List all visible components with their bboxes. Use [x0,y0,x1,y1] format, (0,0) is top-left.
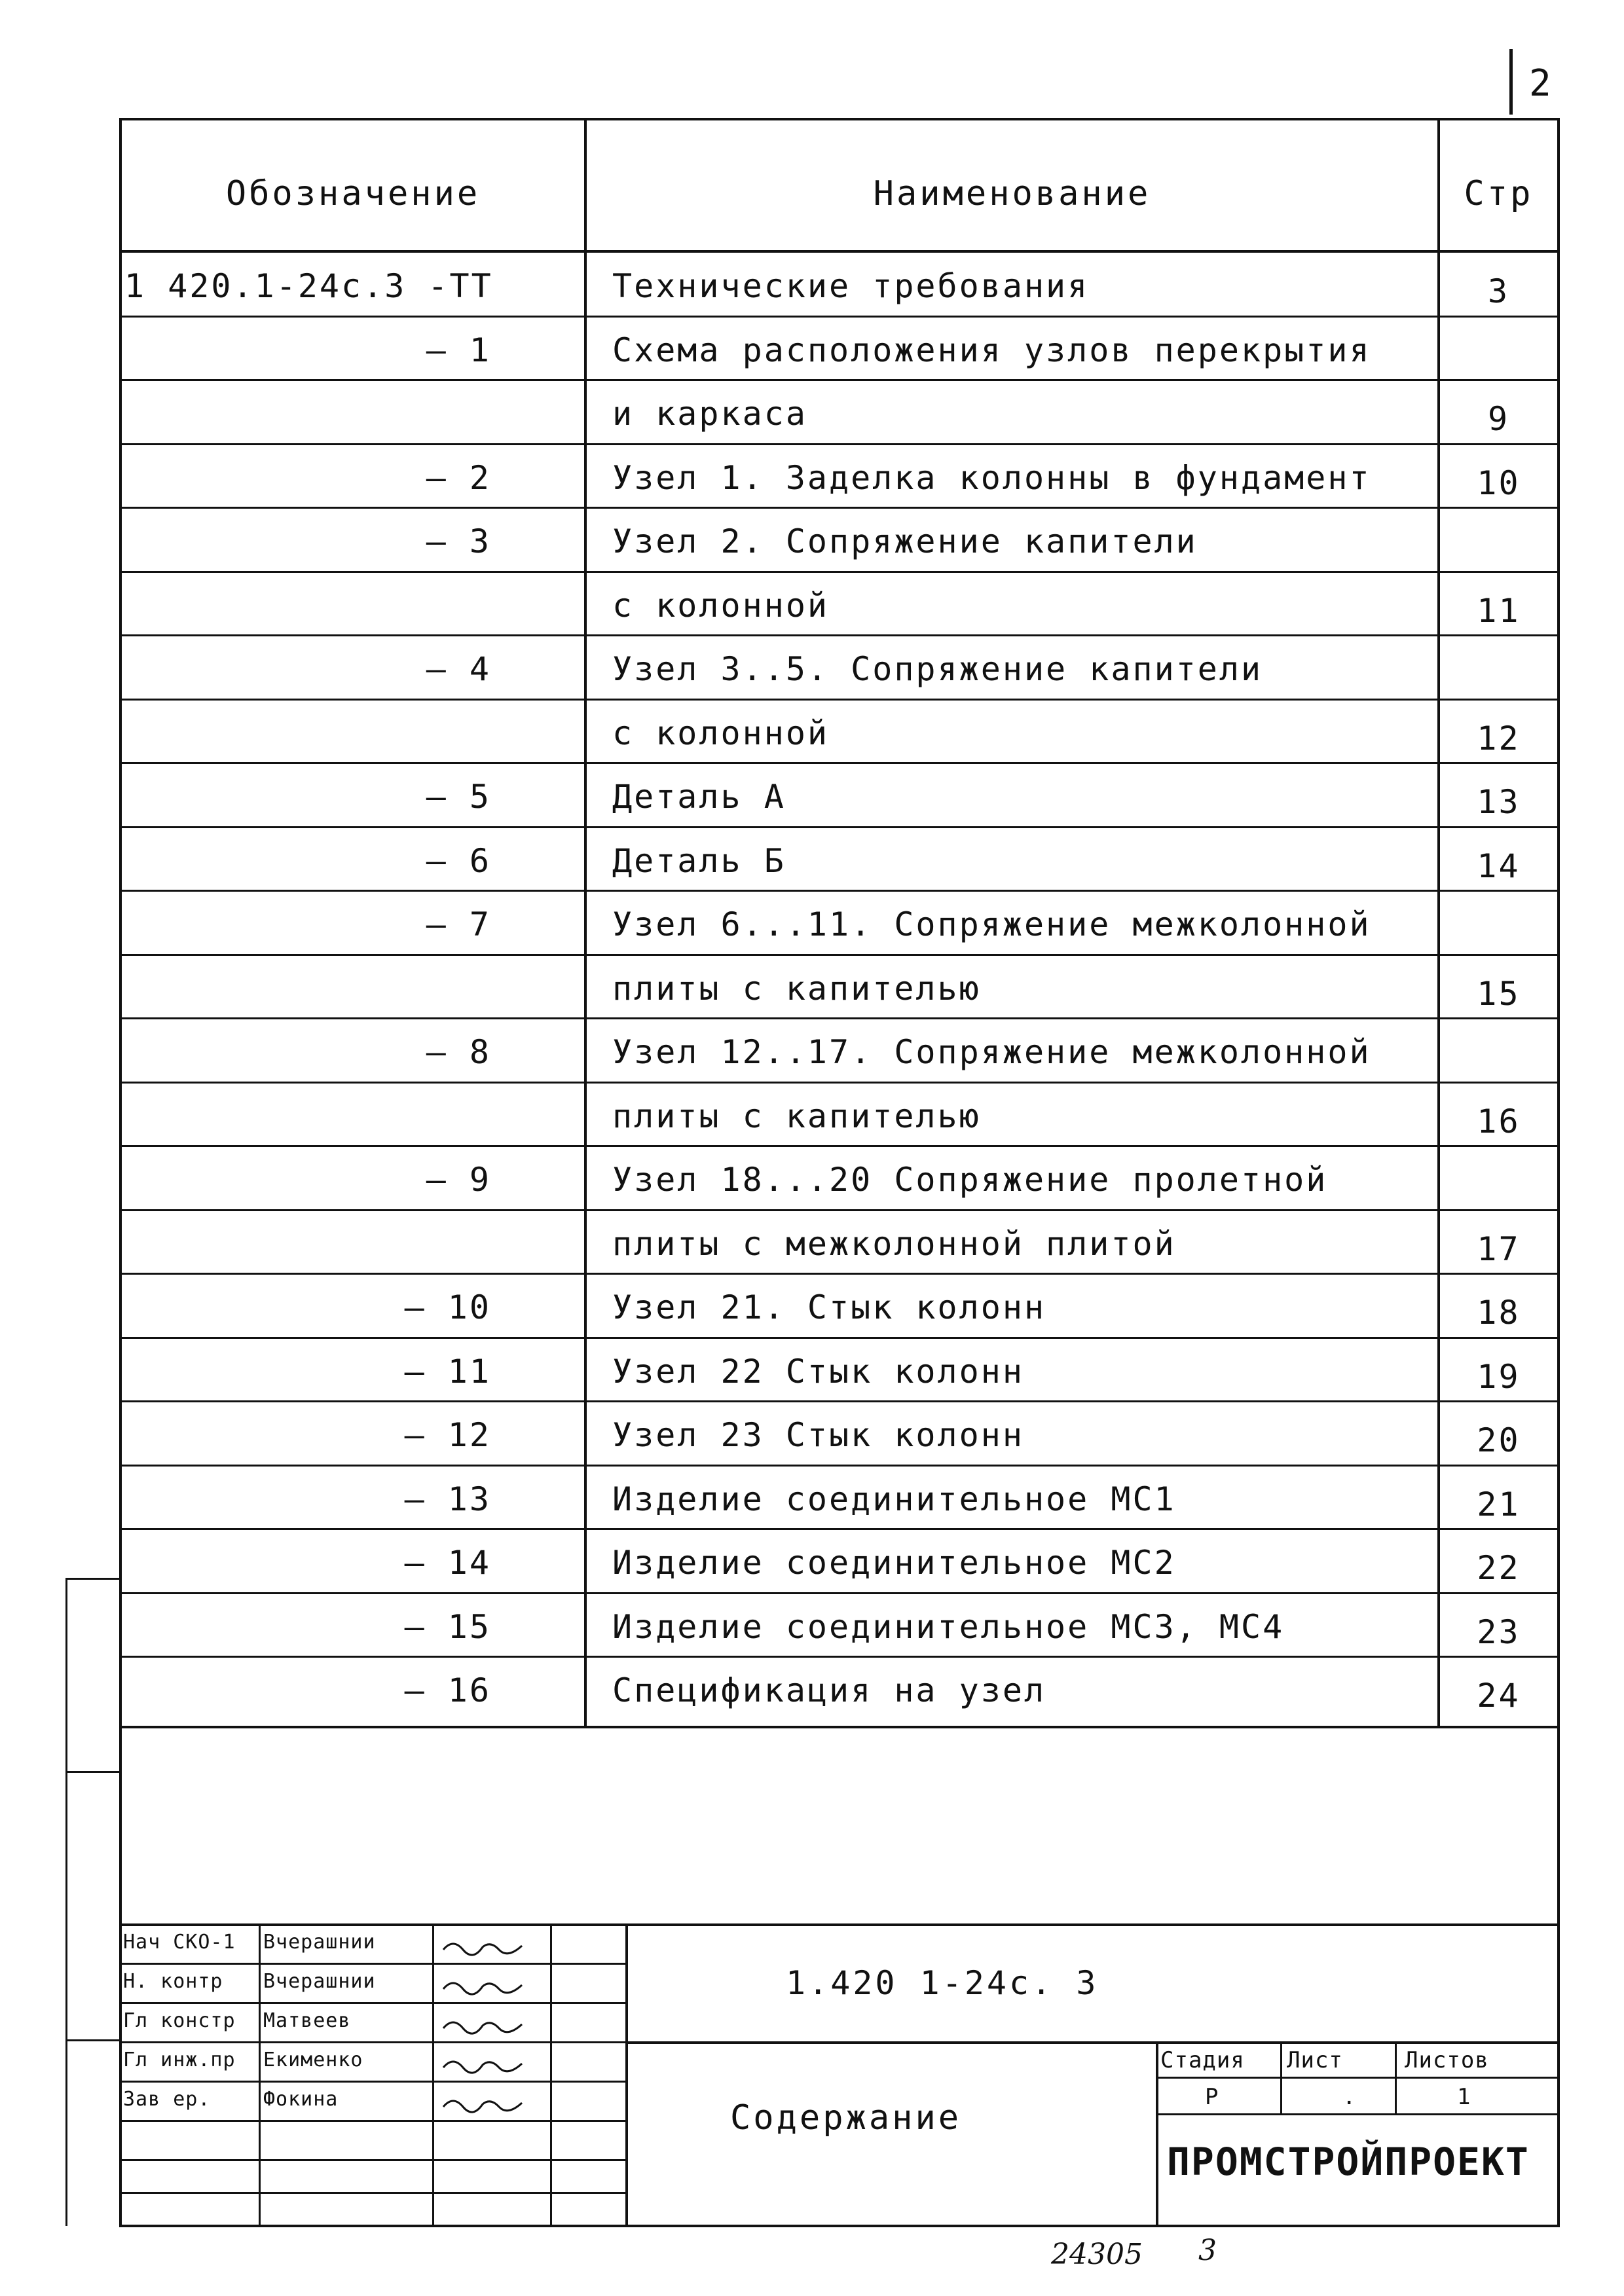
row-name: Узел 21. Стык колонн [612,1288,1046,1326]
signature-scribble [440,1971,545,1997]
row-page: 15 [1477,974,1521,1013]
row-name: Технические требования [612,267,1090,305]
row-code: – 6 [426,841,491,880]
row-page: 9 [1487,400,1510,438]
stage-grid-left [1156,2041,1158,2225]
row-name: Узел 1. Заделка колонны в фундамент [612,458,1371,497]
sheet-number: 2 [1529,62,1551,105]
row-page: 17 [1477,1230,1521,1268]
row-code: – 9 [426,1161,491,1199]
row-name: Изделие соединительное МС2 [612,1544,1176,1582]
signature-name: Вчерашнии [263,1970,376,1993]
row-name: Изделие соединительное МС3, МС4 [612,1607,1285,1646]
row-divider [119,1400,1560,1402]
row-name: Узел 12..17. Сопряжение межколонной [612,1033,1371,1071]
row-divider [119,1209,1560,1211]
header-code: Обозначение [225,174,481,213]
row-code: 1 420.1-24с.3 -ТТ [124,267,493,305]
row-divider [119,954,1560,956]
column-divider-2 [1437,118,1440,1728]
frame-left-border [119,118,122,2226]
signature-name: Фокина [263,2088,339,2111]
row-page: 11 [1477,591,1521,630]
row-code: – 7 [426,905,491,943]
signature-name: Матвеев [263,2009,351,2032]
row-page: 24 [1477,1677,1521,1715]
table-bottom-border [119,1726,1560,1728]
row-divider [119,699,1560,701]
row-code: – 4 [426,650,491,688]
row-page: 12 [1477,719,1521,757]
row-name: плиты с капителью [612,969,981,1008]
header-page: Стр [1464,174,1534,213]
row-code: – 15 [404,1607,491,1646]
row-name: Изделие соединительное МС1 [612,1480,1176,1518]
row-page: 19 [1477,1357,1521,1396]
title-block-top-border [119,1923,1560,1926]
signature-role: Нач СКО-1 [123,1931,236,1954]
sheets-value: 1 [1457,2084,1471,2110]
row-divider [119,507,1560,509]
document-title: Содержание [730,2098,962,2138]
signature-name: Екименко [263,2049,363,2071]
footer-page: 3 [1198,2234,1217,2267]
row-name: Деталь А [612,778,786,816]
row-divider [119,890,1560,892]
row-page: 23 [1477,1613,1521,1651]
signature-scribble [440,2049,545,2075]
tb-row-7 [119,2192,625,2194]
row-page: 13 [1477,783,1521,821]
row-name: с колонной [612,586,830,625]
signature-role: Гл инж.пр [123,2049,236,2071]
row-code: – 14 [404,1544,491,1582]
row-code: – 16 [404,1671,491,1709]
row-name: Деталь Б [612,841,786,880]
row-page: 18 [1477,1294,1521,1332]
binding-strip-line-1 [65,1578,119,1580]
header-name: Наименование [873,174,1151,213]
row-code: – 12 [404,1416,491,1454]
row-code: – 2 [426,458,491,497]
row-divider [119,1145,1560,1147]
row-page: 3 [1487,272,1510,310]
sheet-number-bar [1509,49,1513,115]
row-divider [119,762,1560,764]
stage-grid-bottom [1156,2113,1560,2115]
archive-number: 24305 [1051,2238,1143,2271]
row-code: – 1 [426,331,491,369]
row-divider [119,571,1560,573]
stage-value: Р [1205,2084,1219,2110]
tb-col-2 [432,1923,434,2225]
frame-bottom-border [119,2225,1560,2227]
row-divider [119,1656,1560,1658]
table-top-border [119,118,1560,120]
row-divider [119,316,1560,318]
row-name: плиты с межколонной плитой [612,1224,1176,1263]
signature-scribble [440,2088,545,2115]
row-divider [119,1337,1560,1339]
row-name: с колонной [612,714,830,752]
binding-strip-line-3 [65,2039,119,2041]
sheet-value: . [1342,2084,1357,2110]
row-page: 14 [1477,847,1521,885]
row-code: – 3 [426,522,491,560]
row-page: 16 [1477,1102,1521,1140]
sheets-label: Листов [1405,2047,1489,2073]
row-code: – 5 [426,778,491,816]
row-divider [119,379,1560,381]
row-name: Узел 22 Стык колонн [612,1352,1024,1391]
signature-role: Н. контр [123,1970,223,1993]
row-name: Узел 3..5. Сопряжение капители [612,650,1263,688]
tb-row-2 [119,2002,625,2004]
signature-name: Вчерашнии [263,1931,376,1954]
tb-row-1 [119,1963,625,1965]
row-divider [119,1528,1560,1530]
row-page: 20 [1477,1421,1521,1459]
row-divider [119,1017,1560,1019]
row-name: Узел 23 Стык колонн [612,1416,1024,1454]
row-name: Узел 2. Сопряжение капители [612,522,1198,560]
row-name: Схема расположения узлов перекрытия [612,331,1371,369]
column-divider-1 [584,118,587,1728]
tb-code-bottom [625,2041,1560,2044]
tb-row-5 [119,2120,625,2122]
binding-strip-line-2 [65,1771,119,1773]
signature-scribble [440,1931,545,1958]
row-name: Узел 18...20 Сопряжение пролетной [612,1161,1328,1199]
document-code: 1.420 1-24с. 3 [786,1964,1099,2002]
row-code: – 8 [426,1033,491,1071]
row-page: 21 [1477,1485,1521,1523]
row-divider [119,1082,1560,1084]
row-name: Узел 6...11. Сопряжение межколонной [612,905,1371,943]
tb-row-3 [119,2041,625,2043]
row-code: – 11 [404,1352,491,1391]
tb-col-3 [550,1923,552,2225]
row-name: и каркаса [612,395,807,433]
row-divider [119,1465,1560,1467]
frame-right-border [1557,118,1560,2226]
tb-col-4 [625,1923,628,2225]
organization-name: ПРОМСТРОЙПРОЕКТ [1167,2140,1530,2184]
stage-grid-mid [1156,2077,1560,2079]
header-bottom-border [119,250,1560,253]
signature-scribble [440,2010,545,2036]
row-name: Спецификация на узел [612,1671,1046,1709]
stage-label: Стадия [1160,2047,1245,2073]
signature-role: Зав ер. [123,2088,211,2111]
sheet-label: Лист [1287,2047,1343,2073]
tb-row-4 [119,2081,625,2083]
row-divider [119,826,1560,828]
row-name: плиты с капителью [612,1097,981,1135]
row-divider [119,634,1560,636]
row-page: 10 [1477,464,1521,502]
tb-row-6 [119,2159,625,2161]
signature-role: Гл констр [123,2009,236,2032]
row-divider [119,1592,1560,1594]
row-code: – 13 [404,1480,491,1518]
row-divider [119,1273,1560,1275]
binding-strip-left [65,1578,67,2226]
row-page: 22 [1477,1549,1521,1587]
tb-col-1 [259,1923,261,2225]
row-code: – 10 [404,1288,491,1326]
row-divider [119,443,1560,445]
